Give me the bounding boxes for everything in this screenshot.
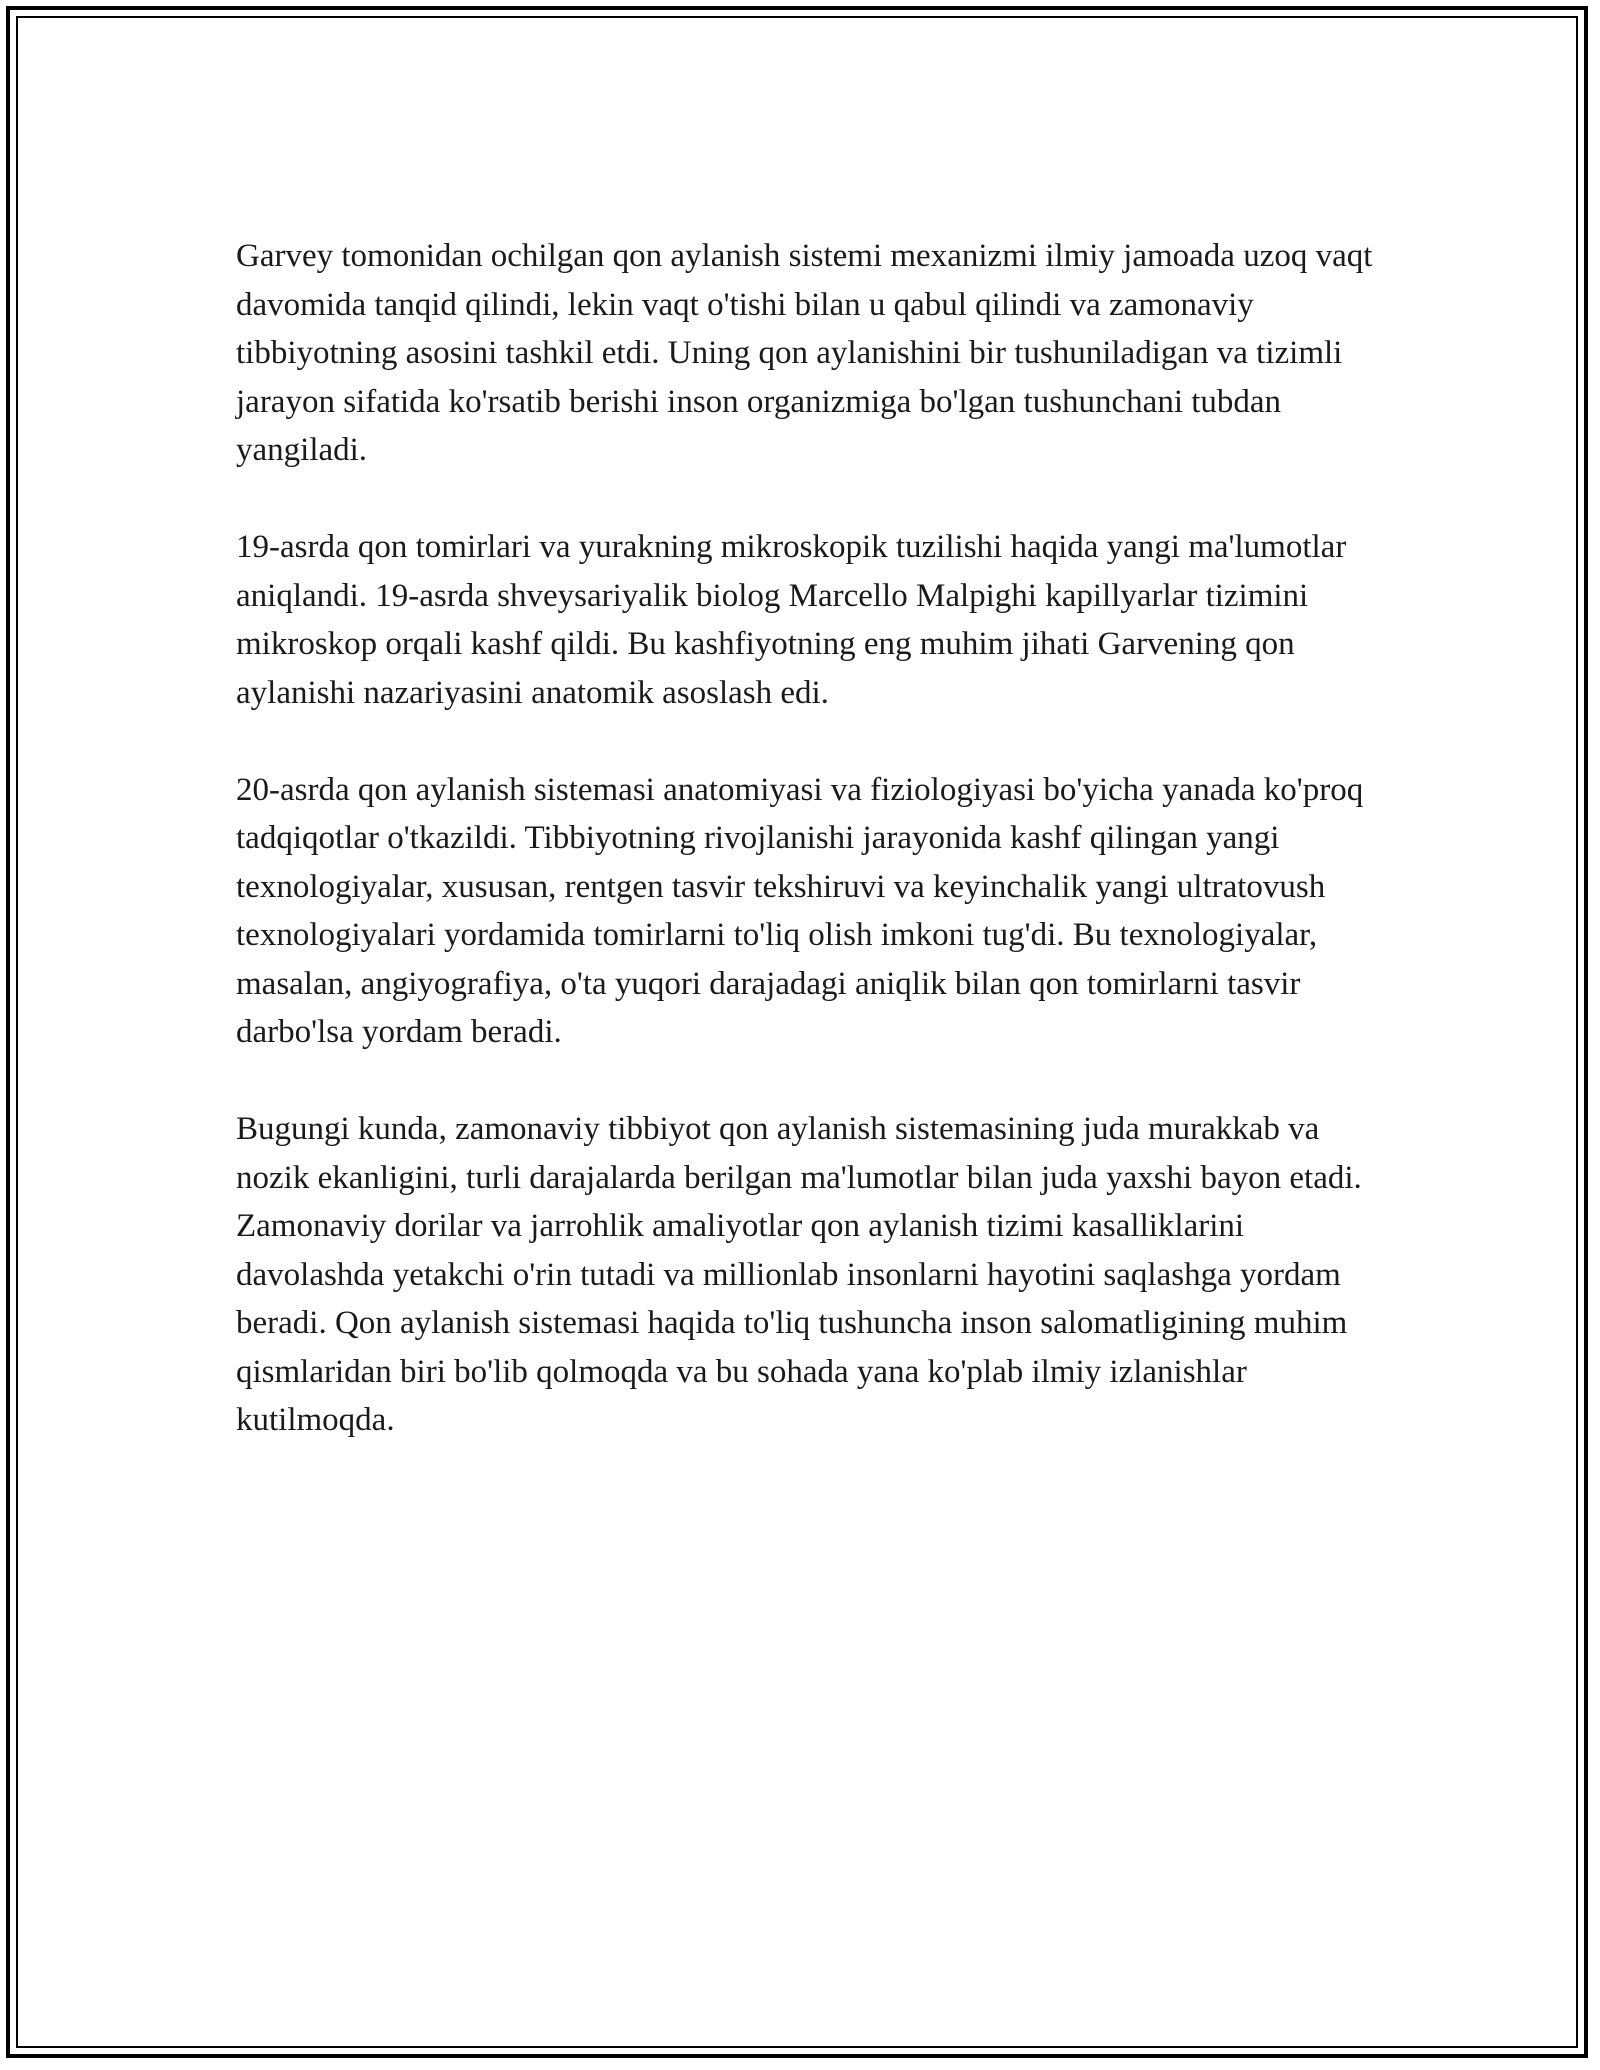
document-body <box>236 232 1376 1493</box>
paragraph-1: Garvey tomonidan ochilgan qon aylanish sistemi mexanizmi ilmiy jamoada uzoq vaqt davomida tanqid qilindi, lekin vaqt o'tishi bilan u qabul qilindi va zamonaviy tibbiyotning asosini tashkil etdi. Uning qon aylanishini bir tushuniladigan va tizimli jarayon sifatida ko'rsatib berishi inson organizmiga bo'lgan tushunchani tubdan yangiladi. <box>236 238 1373 468</box>
paragraph-2: 19-asrda qon tomirlari va yurakning mikroskopik tuzilishi haqida yangi ma'lumotlar aniqlandi. 19-asrda shveysariyalik biolog Marcello Malpighi kapillyarlar tizimini mikroskop orqali kashf qildi. Bu kashfiyotning eng muhim jihati Garvening qon aylanishi nazariyasini anatomik asoslash edi. <box>236 529 1347 711</box>
paragraph-3: 20-asrda qon aylanish sistemasi anatomiyasi va fiziologiyasi bo'yicha yanada ko'proq tadqiqotlar o'tkazildi. Tibbiyotning rivojlanishi jarayonida kashf qilingan yangi texnologiyalar, xususan, rentgen tasvir tekshiruvi va keyinchalik yangi ultratovush texnologiyalari yordamida tomirlarni to'liq olish imkoni tug'di. Bu texnologiyalar, masalan, angiyografiya, o'ta yuqori darajadagi aniqlik bilan qon tomirlarni tasvir darbo'lsa yordam beradi. <box>236 771 1364 1050</box>
paragraph-4: Bugungi kunda, zamonaviy tibbiyot qon aylanish sistemasining juda murakkab va nozik ekanligini, turli darajalarda berilgan ma'lumotlar bilan juda yaxshi bayon etadi. Zamonaviy dorilar va jarrohlik amaliyotlar qon aylanish tizimi kasalliklarini davolashda yetakchi o'rin tutadi va millionlab insonlarni hayotini saqlashga yordam beradi. Qon aylanish sistemasi haqida to'liq tushuncha inson salomatligining muhim qismlaridan biri bo'lib qolmoqda va bu sohada yana ko'plab ilmiy izlanishlar kutilmoqda. <box>236 1111 1362 1438</box>
